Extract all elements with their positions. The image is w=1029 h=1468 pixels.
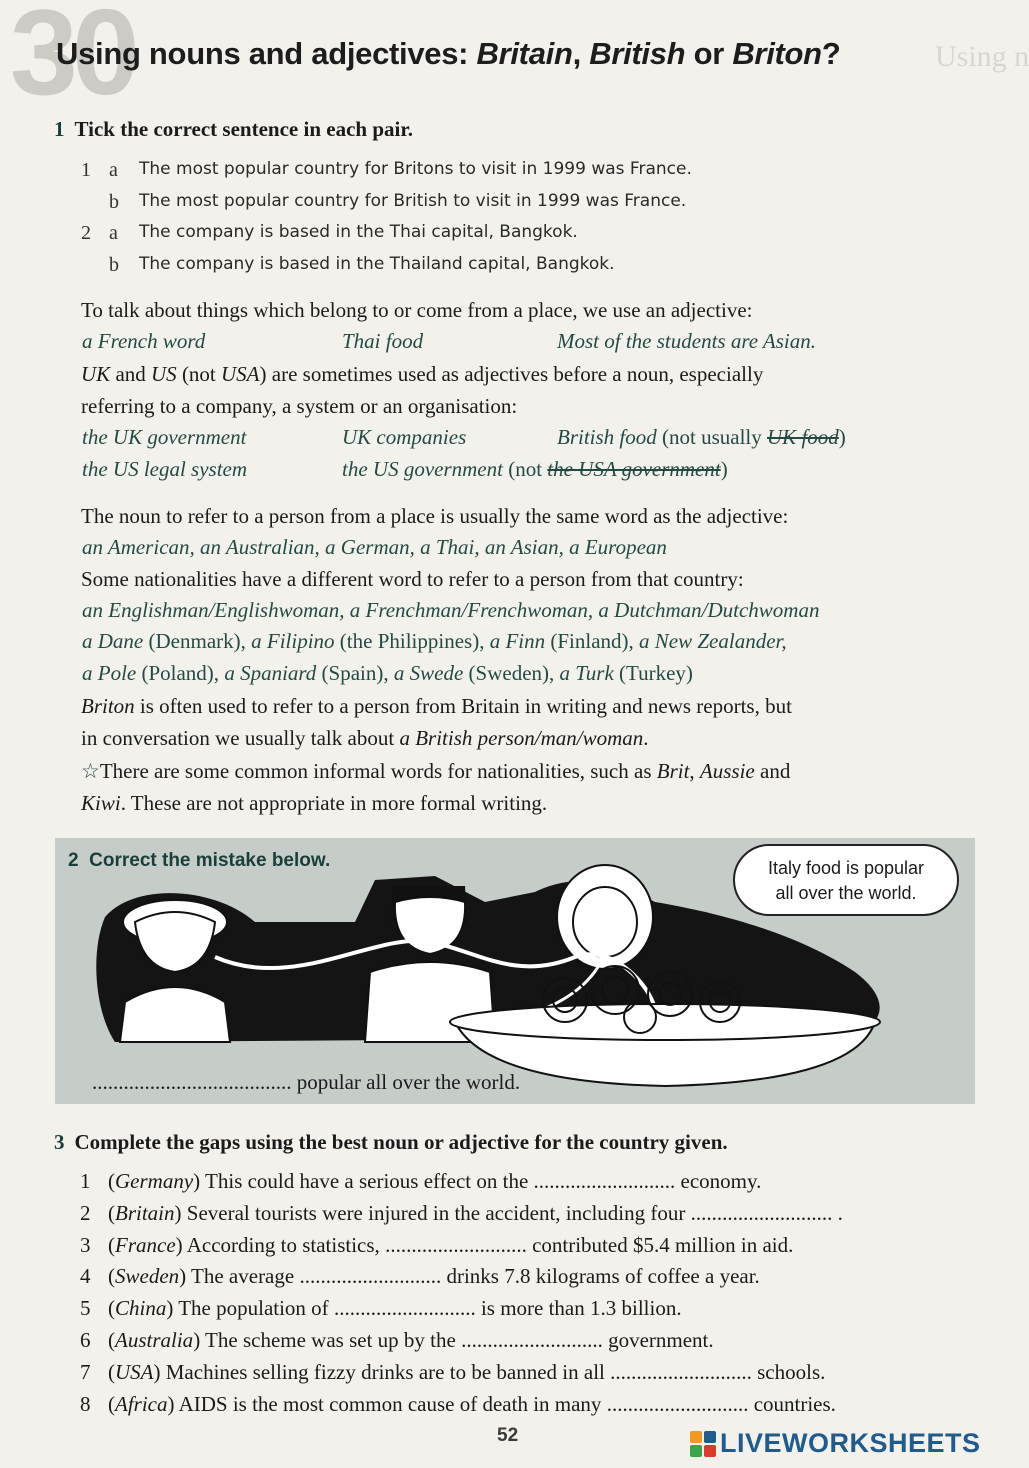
rule-uk-us-line2: referring to a company, a system or an organisation:	[81, 394, 518, 418]
speech-bubble	[733, 844, 959, 916]
title-word-british: British	[589, 36, 686, 71]
example: the US legal system	[82, 457, 248, 481]
liveworksheets-logo[interactable]	[690, 1428, 981, 1459]
term: US	[151, 362, 177, 386]
title-word-briton: Briton	[732, 36, 822, 71]
example-text: a Turk	[559, 661, 614, 685]
gap-blank[interactable]: ...........................	[533, 1169, 676, 1193]
gap-blank[interactable]: ...........................	[461, 1328, 603, 1352]
note: (Turkey)	[613, 661, 693, 685]
term: a British person/man/woman	[399, 726, 644, 750]
country: Africa	[115, 1392, 168, 1416]
text: (not	[176, 362, 222, 386]
sentence-text: economy.	[675, 1169, 762, 1193]
gap-blank[interactable]: ...........................	[610, 1360, 752, 1384]
note: (Poland),	[136, 661, 225, 685]
gap-item-5: 5 (China) The population of ........................... is more than 1.3 billion.	[80, 1296, 682, 1320]
bleed-through-heading: Using n	[935, 40, 1029, 73]
term: Aussie	[699, 759, 755, 783]
sentence-text: AIDS is the most common cause of death in many	[174, 1392, 607, 1416]
gap-item-7: 7 (USA) Machines selling fizzy drinks are to be banned in all ........................... schools.	[80, 1360, 826, 1384]
note: )	[838, 425, 846, 449]
gap-item-3: 3 (France) According to statistics, ........................... contributed $5.4 million in aid.	[80, 1233, 794, 1257]
example	[557, 425, 846, 450]
term: USA	[221, 362, 260, 386]
note: (Sweden),	[463, 661, 560, 685]
exercise-instruction: Complete the gaps using the best noun or adjective for the country given.	[74, 1130, 728, 1154]
note: )	[720, 457, 728, 481]
left-body	[120, 987, 230, 1042]
example	[342, 457, 728, 482]
country: France	[115, 1233, 176, 1257]
term: Briton	[81, 694, 135, 718]
example	[82, 661, 693, 686]
text: .	[643, 726, 649, 750]
text: . These are not appropriate in more formal writing.	[120, 791, 548, 815]
country: Britain	[115, 1201, 175, 1225]
sentence-text: is more than 1.3 billion.	[475, 1296, 682, 1320]
text: ,	[689, 759, 700, 783]
example: UK companies	[342, 425, 467, 449]
gap-blank[interactable]: ...........................	[299, 1264, 442, 1288]
rule-briton-line2	[81, 724, 649, 752]
sentence-text: The population of	[173, 1296, 334, 1320]
sentence-text: contributed $5.4 million in aid.	[526, 1233, 794, 1257]
sentence-text: According to statistics,	[182, 1233, 386, 1257]
title-word-britain: Britain	[476, 36, 573, 71]
item-number: 8	[80, 1392, 91, 1416]
text: is often used to refer to a person from Britain in writing and news reports, but	[134, 694, 792, 718]
title-prefix: Using nouns and adjectives:	[56, 36, 477, 71]
country: USA	[115, 1360, 154, 1384]
country: China	[115, 1296, 167, 1320]
unit-number: 30	[10, 0, 134, 120]
option-1a[interactable]	[81, 159, 692, 181]
option-letter: a	[109, 222, 118, 244]
rule-informal	[81, 757, 790, 785]
right-face	[573, 887, 637, 957]
example-text: a Filipino	[251, 629, 335, 653]
example-text: a Dane	[82, 629, 144, 653]
term: UK	[81, 362, 111, 386]
star-icon: ☆	[81, 759, 100, 783]
text: and	[754, 759, 791, 783]
example: a French word	[82, 329, 206, 353]
note: (Finland),	[545, 629, 640, 653]
exercise-instruction: Tick the correct sentence in each pair.	[74, 117, 413, 141]
text: in conversation we usually talk about	[81, 726, 400, 750]
liveworksheets-logo-icon	[690, 1431, 716, 1457]
example: the UK government	[82, 425, 247, 449]
example-text: a Pole	[82, 661, 137, 685]
gap-item-8: 8 (Africa) AIDS is the most common cause of death in many ........................... countries.	[80, 1392, 836, 1416]
text: ) are sometimes used as adjectives before a noun, especially	[259, 362, 764, 386]
note: (not usually	[656, 425, 768, 449]
item-number: 2	[80, 1201, 91, 1225]
item-number: 7	[80, 1360, 91, 1384]
example: Most of the students are Asian.	[557, 329, 816, 353]
option-text: The company is based in the Thailand capital, Bangkok.	[139, 254, 615, 274]
note: (the Philippines),	[334, 629, 490, 653]
item-number: 5	[80, 1296, 91, 1320]
gap-item-6: 6 (Australia) The scheme was set up by the ........................... government.	[80, 1328, 714, 1352]
example-text: the US government	[342, 457, 503, 481]
struck-example: the USA government	[547, 457, 721, 481]
note: (Spain),	[316, 661, 394, 685]
gap-item-4: 4 (Sweden) The average ........................... drinks 7.8 kilograms of coffee a year.	[80, 1264, 760, 1288]
item-number: 3	[80, 1233, 91, 1257]
rule-uk-us	[81, 360, 763, 388]
text: There are some common informal words for nationalities, such as	[99, 759, 657, 783]
gap-blank[interactable]: ...........................	[333, 1296, 476, 1320]
exercise-number: 3	[54, 1130, 65, 1154]
rule-person-noun: The noun to refer to a person from a place is usually the same word as the adjective:	[81, 504, 789, 528]
rule-briton	[81, 692, 792, 720]
exercise-3-heading	[54, 1130, 728, 1155]
note: (Denmark),	[143, 629, 252, 653]
exercise-number: 1	[54, 117, 65, 141]
exercise-2-answer-line	[92, 1070, 520, 1095]
option-letter: b	[109, 191, 119, 213]
gap-blank[interactable]: ...........................	[606, 1392, 749, 1416]
option-2b[interactable]	[109, 254, 615, 276]
gap-blank[interactable]: ...........................	[385, 1233, 527, 1257]
sentence-text: Machines selling fizzy drinks are to be banned in all	[160, 1360, 611, 1384]
exercise-number: 2	[68, 850, 79, 871]
sentence-text: This could have a serious effect on the	[200, 1169, 534, 1193]
sentence-text: schools.	[751, 1360, 826, 1384]
sentence-text: The average	[186, 1264, 300, 1288]
bubble-line: all over the world.	[775, 883, 917, 903]
struck-example: UK food	[767, 425, 839, 449]
title-sep: ,	[572, 36, 590, 71]
country: Sweden	[115, 1264, 180, 1288]
example	[82, 629, 787, 654]
example-text: a Spaniard	[224, 661, 317, 685]
sentence-text: drinks 7.8 kilograms of coffee a year.	[441, 1264, 760, 1288]
option-text: The most popular country for British to visit in 1999 was France.	[139, 191, 687, 211]
answer-blank[interactable]: ......................................	[92, 1070, 292, 1094]
item-number: 6	[80, 1328, 91, 1352]
rule-adjective: To talk about things which belong to or come from a place, we use an adjective:	[81, 298, 753, 322]
term: Brit	[656, 759, 690, 783]
sentence-text: countries.	[748, 1392, 836, 1416]
note: (not	[502, 457, 548, 481]
sentence-text: government.	[602, 1328, 714, 1352]
item-number: 2	[81, 222, 91, 244]
logo-text: LIVEWORKSHEETS	[720, 1428, 981, 1458]
option-letter: a	[109, 159, 118, 181]
option-text: The most popular country for Britons to visit in 1999 was France.	[139, 159, 692, 179]
rule-different-word: Some nationalities have a different word to refer to a person from that country:	[81, 567, 744, 591]
country: Australia	[115, 1328, 194, 1352]
option-1b[interactable]	[109, 191, 687, 213]
example-text: British food	[557, 425, 657, 449]
rule-informal-line2	[81, 789, 547, 817]
example: an American, an Australian, a German, a Thai, an Asian, a European	[82, 535, 667, 559]
gap-item-1: 1 (Germany) This could have a serious effect on the ........................... economy.	[80, 1169, 762, 1193]
example-text: a New Zealander,	[639, 629, 787, 653]
item-number: 1	[81, 159, 91, 181]
example-text: a Finn	[489, 629, 546, 653]
exercise-instruction: Correct the mistake below.	[89, 850, 331, 871]
bubble-line: Italy food is popular	[767, 858, 925, 878]
item-number: 1	[80, 1169, 91, 1193]
sentence-text: Several tourists were injured in the accident, including four	[181, 1201, 691, 1225]
exercise-1-heading	[54, 117, 413, 142]
option-2a[interactable]	[81, 222, 578, 244]
option-text: The company is based in the Thai capital, Bangkok.	[139, 222, 578, 242]
sentence-text: The scheme was set up by the	[200, 1328, 462, 1352]
country: Germany	[115, 1169, 194, 1193]
title-end: ?	[821, 36, 841, 71]
sentence-text: .	[832, 1201, 843, 1225]
bowl-rim	[450, 1004, 880, 1040]
term: Kiwi	[81, 791, 121, 815]
example: an Englishman/Englishwoman, a Frenchman/Frenchwoman, a Dutchman/Dutchwoman	[82, 598, 820, 622]
title-sep: or	[685, 36, 733, 71]
example: Thai food	[342, 329, 424, 353]
example-text: a Swede	[393, 661, 464, 685]
gap-blank[interactable]: ...........................	[690, 1201, 833, 1225]
answer-text: popular all over the world.	[291, 1070, 521, 1094]
page-number: 52	[497, 1425, 519, 1446]
item-number: 4	[80, 1264, 91, 1288]
gap-item-2: 2 (Britain) Several tourists were injured in the accident, including four ........................... .	[80, 1201, 843, 1225]
page-title	[56, 36, 840, 72]
option-letter: b	[109, 254, 119, 276]
text: and	[110, 362, 152, 386]
